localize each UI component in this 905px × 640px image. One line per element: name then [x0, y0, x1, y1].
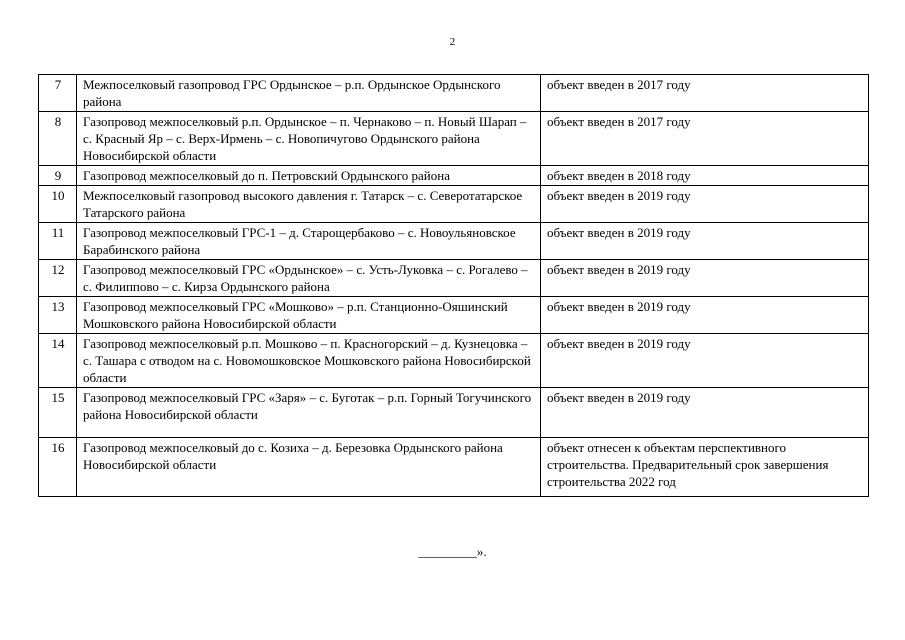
row-number: 13: [39, 297, 77, 334]
table-row: [39, 166, 869, 186]
table-row: [39, 260, 869, 297]
object-status: объект введен в 2019 году: [541, 223, 869, 260]
row-number: 9: [39, 166, 77, 186]
table-row: [39, 438, 869, 497]
object-name: Газопровод межпоселковый р.п. Мошково – п. Красногорский – д. Кузнецовка – с. Ташара с отводом на с. Новомошковское Мошковского района Новосибирской области: [77, 334, 541, 388]
object-status: объект введен в 2017 году: [541, 75, 869, 112]
table-row: [39, 297, 869, 334]
row-number: 16: [39, 438, 77, 497]
object-status: объект введен в 2019 году: [541, 297, 869, 334]
object-name: Газопровод межпоселковый до п. Петровский Ордынского района: [77, 166, 541, 186]
object-name: Газопровод межпоселковый ГРС «Заря» – с. Буготак – р.п. Горный Тогучинского района Новосибирской области: [77, 388, 541, 438]
table-row: [39, 334, 869, 388]
row-number: 10: [39, 186, 77, 223]
table-row: [39, 75, 869, 112]
object-name: Газопровод межпоселковый ГРС «Ордынское» – с. Усть-Луковка – с. Рогалево – с. Филиппово – с. Кирза Ордынского района: [77, 260, 541, 297]
table-row: [39, 223, 869, 260]
gas-pipeline-table: [38, 74, 869, 497]
object-name: Газопровод межпоселковый ГРС-1 – д. Старощербаково – с. Новоульяновское Барабинского района: [77, 223, 541, 260]
table-row: [39, 388, 869, 438]
row-number: 11: [39, 223, 77, 260]
object-status: объект введен в 2019 году: [541, 186, 869, 223]
row-number: 12: [39, 260, 77, 297]
object-name: Межпоселковый газопровод высокого давления г. Татарск – с. Северотатарское Татарского района: [77, 186, 541, 223]
row-number: 15: [39, 388, 77, 438]
row-number: 8: [39, 112, 77, 166]
object-status: объект введен в 2019 году: [541, 334, 869, 388]
table-row: [39, 186, 869, 223]
object-status: объект введен в 2019 году: [541, 260, 869, 297]
object-status: объект отнесен к объектам перспективного строительства. Предварительный срок завершения строительства 2022 год: [541, 438, 869, 497]
row-number: 7: [39, 75, 77, 112]
page-number: 2: [449, 36, 456, 48]
row-number: 14: [39, 334, 77, 388]
object-name: Межпоселковый газопровод ГРС Ордынское – р.п. Ордынское Ордынского района: [77, 75, 541, 112]
object-name: Газопровод межпоселковый до с. Козиха – д. Березовка Ордынского района Новосибирской области: [77, 438, 541, 497]
object-status: объект введен в 2018 году: [541, 166, 869, 186]
object-status: объект введен в 2019 году: [541, 388, 869, 438]
closing-mark: _________».: [418, 544, 487, 559]
object-name: Газопровод межпоселковый ГРС «Мошково» – р.п. Станционно-Ояшинский Мошковского района Новосибирской области: [77, 297, 541, 334]
object-status: объект введен в 2017 году: [541, 112, 869, 166]
table-row: [39, 112, 869, 166]
object-name: Газопровод межпоселковый р.п. Ордынское – п. Чернаково – п. Новый Шарап – с. Красный Яр – с. Верх-Ирмень – с. Новопичугово Ордынского района Новосибирской области: [77, 112, 541, 166]
